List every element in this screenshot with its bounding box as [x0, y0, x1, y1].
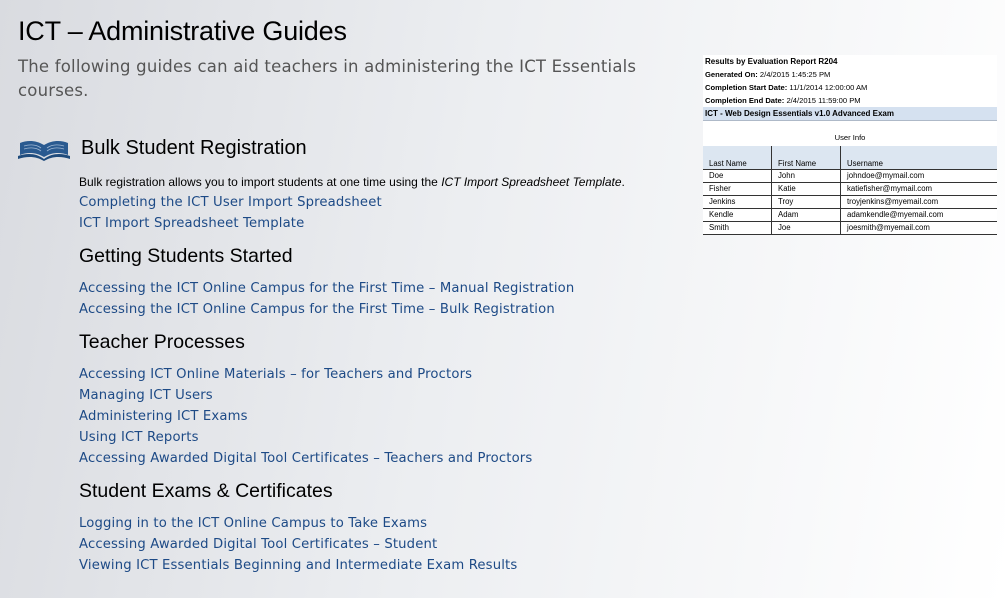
cell-first-name: Katie	[772, 183, 841, 196]
report-generated-value: 2/4/2015 1:45:25 PM	[759, 70, 831, 79]
cell-first-name: John	[772, 170, 841, 183]
report-end-date	[703, 94, 997, 107]
link-certificates-student[interactable]: Accessing Awarded Digital Tool Certificates – Student	[79, 537, 438, 552]
report-end-value: 2/4/2015 11:59:00 PM	[786, 96, 861, 105]
cell-last-name: Fisher	[703, 183, 772, 196]
report-col-last-name: Last Name	[703, 146, 772, 170]
bulk-description-text: Bulk registration allows you to import students at one time using the	[79, 175, 442, 189]
link-using-reports[interactable]: Using ICT Reports	[79, 430, 199, 445]
cell-username: adamkendle@myemail.com	[841, 209, 998, 222]
table-row	[703, 209, 997, 222]
report-sample-image	[703, 55, 997, 235]
table-row	[703, 196, 997, 209]
report-table	[703, 146, 997, 235]
cell-last-name: Doe	[703, 170, 772, 183]
cell-last-name: Smith	[703, 222, 772, 235]
report-generated-label: Generated On:	[705, 70, 758, 79]
link-first-time-manual-registration[interactable]: Accessing the ICT Online Campus for the First Time – Manual Registration	[79, 281, 575, 296]
link-completing-import-spreadsheet[interactable]: Completing the ICT User Import Spreadsheet	[79, 195, 382, 210]
link-administering-exams[interactable]: Administering ICT Exams	[79, 409, 248, 424]
cell-username: troyjenkins@myemail.com	[841, 196, 998, 209]
report-generated-on	[703, 68, 997, 81]
heading-teacher-processes: Teacher Processes	[79, 331, 245, 353]
cell-first-name: Adam	[772, 209, 841, 222]
report-start-date	[703, 81, 997, 94]
report-col-first-name: First Name	[772, 146, 841, 170]
report-start-label: Completion Start Date:	[705, 83, 788, 92]
report-start-value: 11/1/2014 12:00:00 AM	[789, 83, 868, 92]
cell-username: katiefisher@mymail.com	[841, 183, 998, 196]
page-title: ICT – Administrative Guides	[18, 16, 347, 46]
report-title: Results by Evaluation Report R204	[705, 57, 838, 66]
cell-username: joesmith@myemail.com	[841, 222, 998, 235]
report-exam-name: ICT - Web Design Essentials v1.0 Advanced Exam	[703, 107, 997, 120]
heading-bulk-student-registration: Bulk Student Registration	[81, 137, 307, 159]
report-col-username: Username	[841, 146, 998, 170]
heading-student-exams-certificates: Student Exams & Certificates	[79, 480, 333, 502]
table-row	[703, 183, 997, 196]
cell-last-name: Jenkins	[703, 196, 772, 209]
table-row	[703, 170, 997, 183]
heading-getting-students-started: Getting Students Started	[79, 245, 293, 267]
link-logging-in-take-exams[interactable]: Logging in to the ICT Online Campus to Take Exams	[79, 516, 428, 531]
bulk-description-period: .	[621, 175, 625, 189]
link-certificates-teachers-proctors[interactable]: Accessing Awarded Digital Tool Certificates – Teachers and Proctors	[79, 451, 533, 466]
link-first-time-bulk-registration[interactable]: Accessing the ICT Online Campus for the First Time – Bulk Registration	[79, 302, 555, 317]
cell-first-name: Joe	[772, 222, 841, 235]
open-book-icon	[18, 139, 70, 165]
report-section-user-info: User Info	[703, 120, 997, 146]
report-end-label: Completion End Date:	[705, 96, 785, 105]
cell-username: johndoe@mymail.com	[841, 170, 998, 183]
page-subtitle: The following guides can aid teachers in administering the ICT Essentials courses.	[18, 57, 637, 100]
bulk-description	[79, 175, 625, 189]
link-managing-users[interactable]: Managing ICT Users	[79, 388, 213, 403]
bulk-description-template-name: ICT Import Spreadsheet Template	[441, 175, 622, 189]
cell-first-name: Troy	[772, 196, 841, 209]
link-viewing-exam-results[interactable]: Viewing ICT Essentials Beginning and Intermediate Exam Results	[79, 558, 518, 573]
link-accessing-online-materials[interactable]: Accessing ICT Online Materials – for Teachers and Proctors	[79, 367, 473, 382]
cell-last-name: Kendle	[703, 209, 772, 222]
table-row	[703, 222, 997, 235]
link-import-spreadsheet-template[interactable]: ICT Import Spreadsheet Template	[79, 216, 305, 231]
